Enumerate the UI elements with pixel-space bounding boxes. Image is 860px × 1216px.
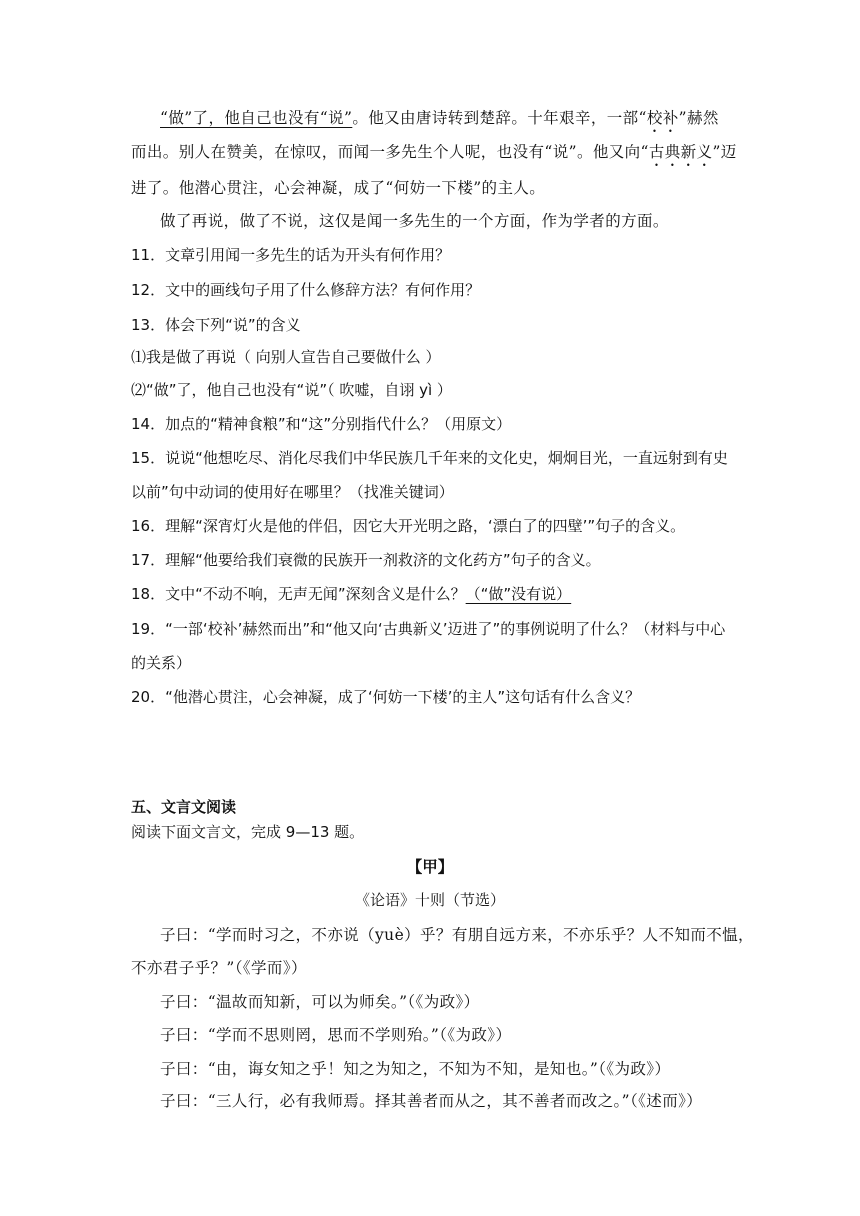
classical-para-3: 子曰：“学而不思则罔，思而不学则殆。”（《为政》） <box>160 1026 512 1044</box>
classical-para-1-line-1: 子曰：“学而时习之，不亦说（yuè）乎？有朋自远方来，不亦乐乎？人不知而不愠， <box>160 926 754 944</box>
question-13-item-2: ⑵“做”了，他自己也没有“说”（ 吹嘘，自诩 yì ） <box>131 381 452 399</box>
question-15-line-1: 15．说说“他想吃尽、消化尽我们中华民族几千年来的文化史，炯炯目光，一直远射到有史 <box>131 449 728 467</box>
question-11: 11．文章引用闻一多先生的话为开头有何作用？ <box>131 246 451 264</box>
section-heading: 五、文言文阅读 <box>131 798 237 816</box>
passage-line-2: 而出。别人在赞美，在惊叹，而闻一多先生个人呢，也没有“说”。他又向“古典新义”迈 <box>131 143 737 161</box>
passage-line-4: 做了再说，做了不说，这仅是闻一多先生的一个方面，作为学者的方面。 <box>160 212 669 230</box>
answer-note: （“做”没有说） <box>465 585 572 603</box>
section-instruction: 阅读下面文言文，完成 9—13 题。 <box>131 823 365 841</box>
passage-line-3: 进了。他潜心贯注，心会神凝，成了“何妨一下楼”的主人。 <box>131 179 546 197</box>
dotted-word-gudianxinyi: 古典新义 <box>648 143 713 161</box>
classical-para-2: 子曰：“温故而知新，可以为师矣。”（《为政》） <box>160 993 480 1011</box>
question-13-item-1: ⑴我是做了再说（ 向别人宣告自己要做什么 ） <box>131 348 441 366</box>
classical-para-5: 子曰：“三人行，必有我师焉。择其善者而从之，其不善者而改之。”（《述而》） <box>160 1092 703 1110</box>
underlined-sentence: “做”了，他自己也没有“说” <box>160 109 353 127</box>
question-16: 16．理解“深宵灯火是他的伴侣，因它大开光明之路，‘漂白了的四壁’”句子的含义。 <box>131 517 686 535</box>
classical-para-4: 子曰：“由，诲女知之乎！知之为知之，不知为不知，是知也。”（《为政》） <box>160 1060 671 1078</box>
text-subtitle: 《论语》十则（节选） <box>354 891 505 909</box>
question-19-line-1: 19．“一部‘校补’赫然而出”和“他又向‘古典新义’迈进了”的事例说明了什么？（材料与中心 <box>131 620 726 638</box>
text-label-jia: 【甲】 <box>406 858 454 876</box>
question-15-line-2: 以前”句中动词的使用好在哪里？（找准关键词） <box>131 483 454 501</box>
question-19-line-2: 的关系） <box>131 654 192 672</box>
question-14: 14．加点的“精神食粮”和“这”分别指代什么？（用原文） <box>131 415 512 433</box>
question-13: 13．体会下列“说”的含义 <box>131 316 301 334</box>
question-20: 20．“他潜心贯注，心会神凝，成了‘何妨一下楼’的主人”这句话有什么含义？ <box>131 688 641 706</box>
classical-para-1-line-2: 不亦君子乎？”（《学而》） <box>131 959 307 977</box>
question-17: 17．理解“他要给我们衰微的民族开一剂救济的文化药方”句子的含义。 <box>131 551 601 569</box>
passage-line-1: “做”了，他自己也没有“说”。他又由唐诗转到楚辞。十年艰辛，一部“校补”赫然 <box>160 109 719 127</box>
question-18: 18．文中“不动不响，无声无闻”深刻含义是什么？（“做”没有说） <box>131 585 572 603</box>
dotted-word-jiaobu: 校补 <box>646 109 679 127</box>
question-12: 12．文中的画线句子用了什么修辞方法？有何作用？ <box>131 281 481 299</box>
